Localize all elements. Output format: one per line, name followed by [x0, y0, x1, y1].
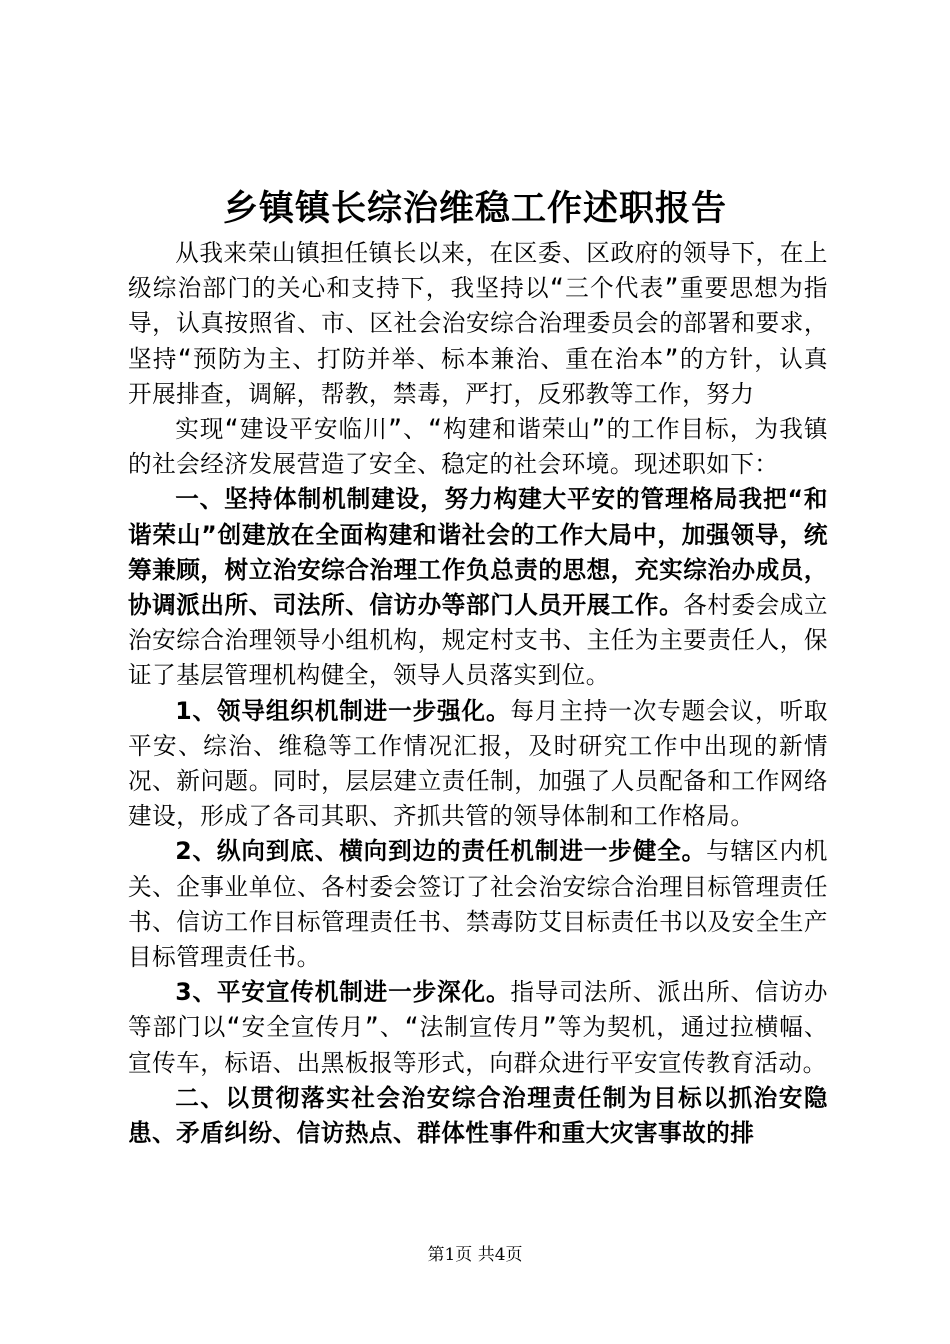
paragraph-lead: 1、领导组织机制进一步强化。 — [175, 696, 511, 725]
paragraph — [128, 236, 828, 412]
paragraph-lead: 二、以贯彻落实社会治安综合治理责任制为目标以抓治安隐患、矛盾纠纷、信访热点、群体性事件和重大灾害事故的排 — [128, 1083, 828, 1148]
paragraph-text: 每月主持一次专题会议，听取平安、综治、维稳等工作情况汇报，及时研究工作中出现的新情况、新问题。同时，层层建立责任制，加强了人员配备和工作网络建设，形成了各司其职、齐抓共管的领导体制和工作格局。 — [128, 696, 829, 831]
paragraph — [128, 975, 828, 1081]
paragraph-lead: 2、纵向到底、横向到边的责任机制进一步健全。 — [175, 837, 707, 866]
paragraph — [128, 1081, 828, 1151]
page-footer: 第1页 共4页 — [427, 1245, 523, 1265]
paragraph — [128, 834, 828, 975]
paragraph-lead: 3、平安宣传机制进一步深化。 — [175, 978, 511, 1007]
paragraph — [128, 482, 828, 693]
paragraph-text: 各村委会成立治安综合治理领导小组机构，规定村支书、主任为主要责任人，保证了基层管理机构健全，领导人员落实到位。 — [128, 591, 829, 690]
document-body — [128, 236, 828, 1151]
paragraph-text: 实现“建设平安临川”、“构建和谐荣山”的工作目标，为我镇的社会经济发展营造了安全、稳定的社会环境。现述职如下： — [128, 415, 828, 479]
paragraph-text: 与辖区内机关、企事业单位、各村委会签订了社会治安综合治理目标管理责任书、信访工作目标管理责任书、禁毒防艾目标责任书以及安全生产目标管理责任书。 — [128, 837, 829, 972]
paragraph-lead: 一、坚持体制机制建设，努力构建大平安的管理格局我把“和谐荣山”创建放在全面构建和谐社会的工作大局中，加强领导，统筹兼顾，树立治安综合治理工作负总责的思想，充实综治办成员，协调派出所、司法所、信访办等部门人员开展工作。 — [128, 485, 828, 620]
paragraph-text: 从我来荣山镇担任镇长以来，在区委、区政府的领导下，在上级综治部门的关心和支持下，我坚持以“三个代表”重要思想为指导，认真按照省、市、区社会治安综合治理委员会的部署和要求，坚持“预防为主、打防并举、标本兼治、重在治本”的方针，认真开展排查，调解，帮教，禁毒，严打，反邪教等工作，努力 — [128, 239, 828, 408]
paragraph-text: 指导司法所、派出所、信访办等部门以“安全宣传月”、“法制宣传月”等为契机，通过拉横幅、宣传车，标语、出黑板报等形式，向群众进行平安宣传教育活动。 — [128, 978, 829, 1077]
document-title: 乡镇镇长综治维稳工作述职报告 — [222, 188, 727, 229]
paragraph — [128, 694, 828, 835]
paragraph — [128, 412, 828, 482]
